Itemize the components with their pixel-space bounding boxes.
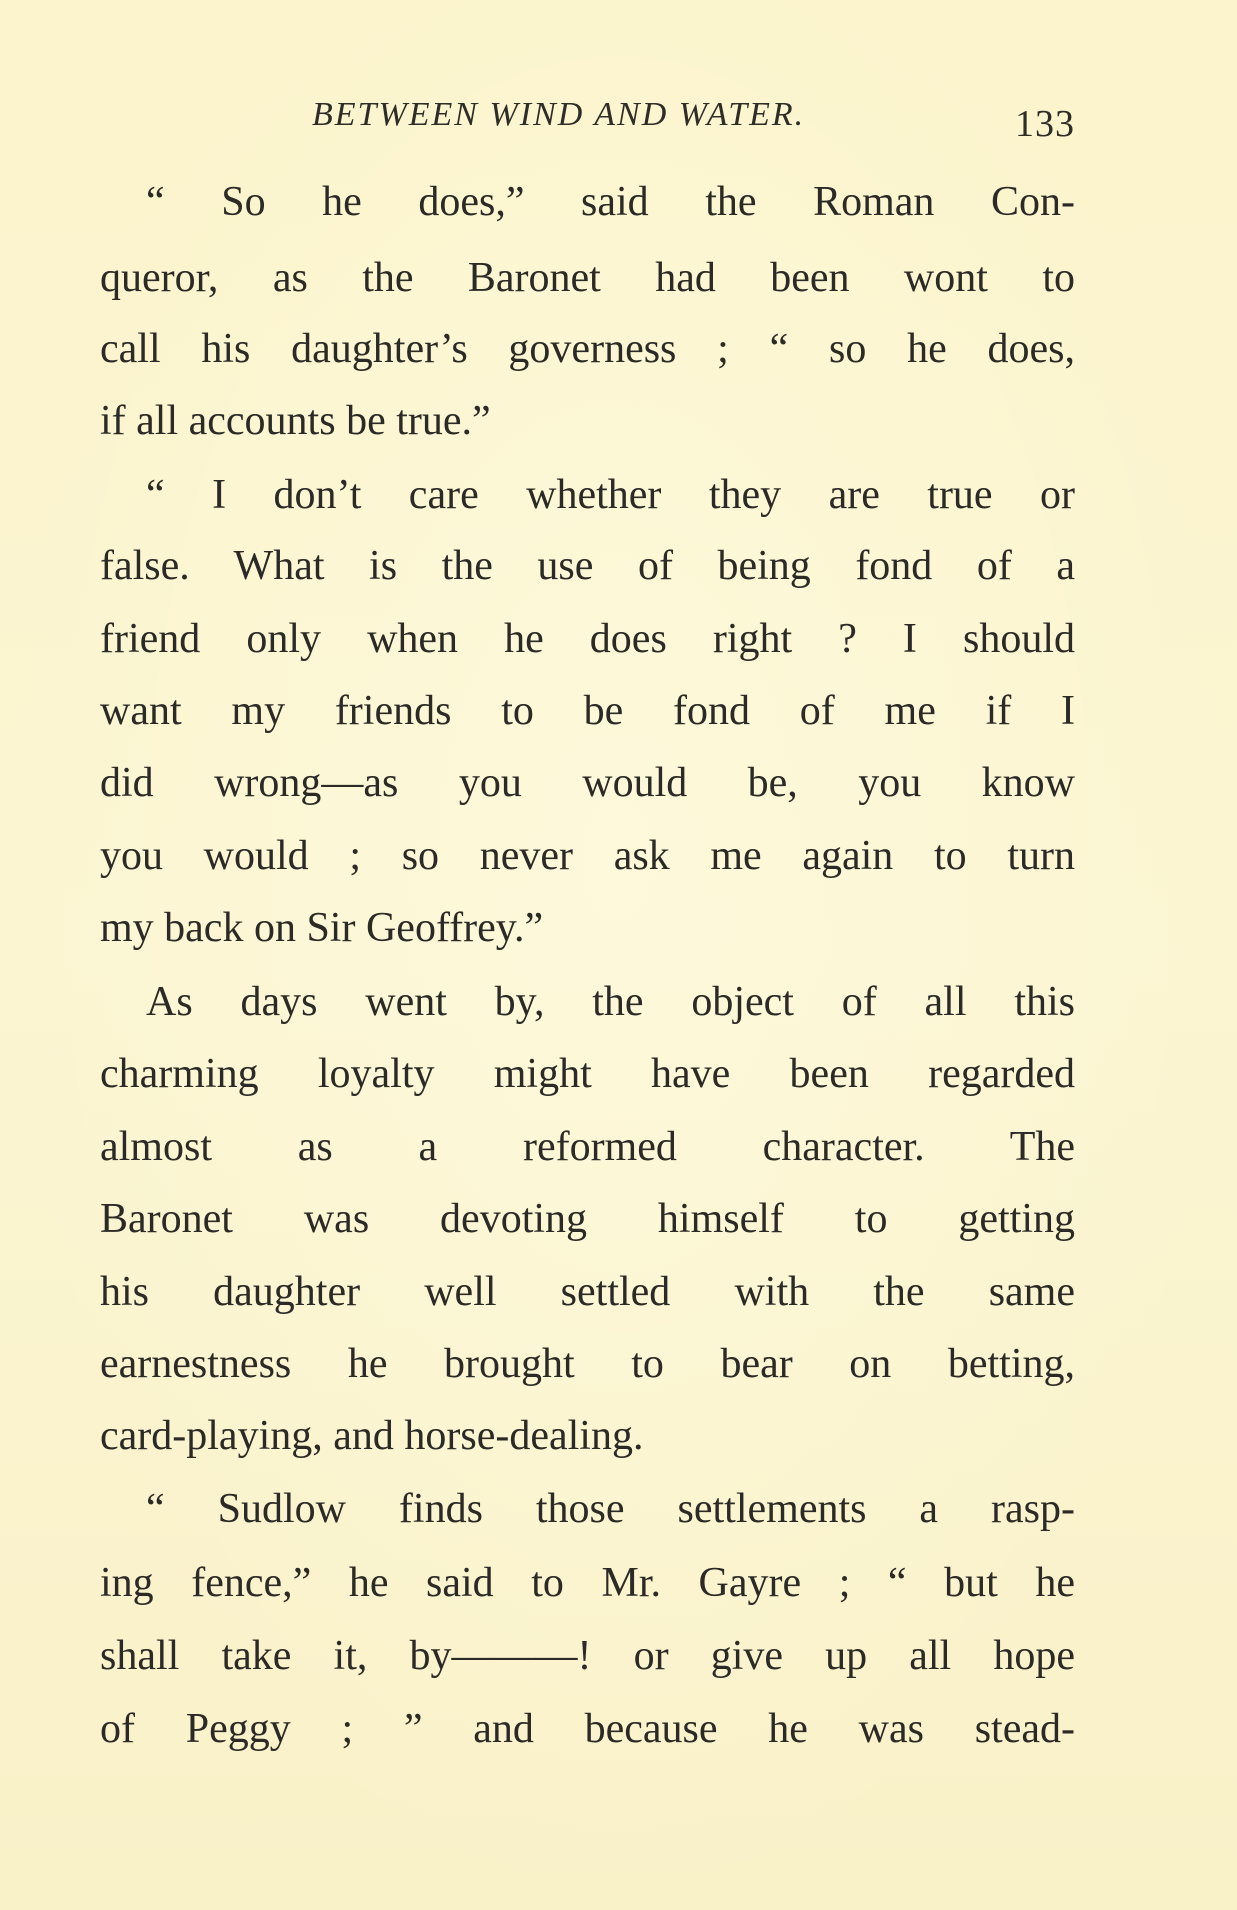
text-line: card-playing, and horse-dealing. bbox=[100, 1413, 644, 1459]
text-line: want my friends to be fond of me if I bbox=[100, 688, 1075, 734]
text-line: As days went by, the object of all this bbox=[146, 979, 1075, 1025]
text-line: if all accounts be true.” bbox=[100, 398, 491, 444]
text-line: false. What is the use of being fond of a bbox=[100, 543, 1075, 589]
text-line: queror, as the Baronet had been wont to bbox=[100, 255, 1075, 301]
text-line: “ I don’t care whether they are true or bbox=[146, 472, 1075, 518]
text-line: Baronet was devoting himself to getting bbox=[100, 1196, 1075, 1242]
text-line: almost as a reformed character. The bbox=[100, 1124, 1075, 1170]
text-line: earnestness he brought to bear on betting, bbox=[100, 1341, 1075, 1387]
page-number: 133 bbox=[1015, 103, 1075, 145]
text-line: friend only when he does right ? I should bbox=[100, 616, 1075, 662]
text-line: his daughter well settled with the same bbox=[100, 1269, 1075, 1315]
text-line: “ Sudlow finds those settlements a rasp- bbox=[146, 1486, 1075, 1532]
text-line: charming loyalty might have been regarded bbox=[100, 1051, 1075, 1097]
text-line: did wrong—as you would be, you know bbox=[100, 760, 1075, 806]
text-line: of Peggy ; ” and because he was stead- bbox=[100, 1706, 1075, 1752]
text-line: ing fence,” he said to Mr. Gayre ; “ but he bbox=[100, 1560, 1075, 1606]
running-head: BETWEEN WIND AND WATER. bbox=[312, 96, 806, 133]
text-line: you would ; so never ask me again to turn bbox=[100, 833, 1075, 879]
text-line: call his daughter’s governess ; “ so he does, bbox=[100, 326, 1075, 372]
text-line: “ So he does,” said the Roman Con- bbox=[146, 179, 1075, 225]
text-line: my back on Sir Geoffrey.” bbox=[100, 905, 544, 951]
text-line: shall take it, by———! or give up all hope bbox=[100, 1633, 1075, 1679]
